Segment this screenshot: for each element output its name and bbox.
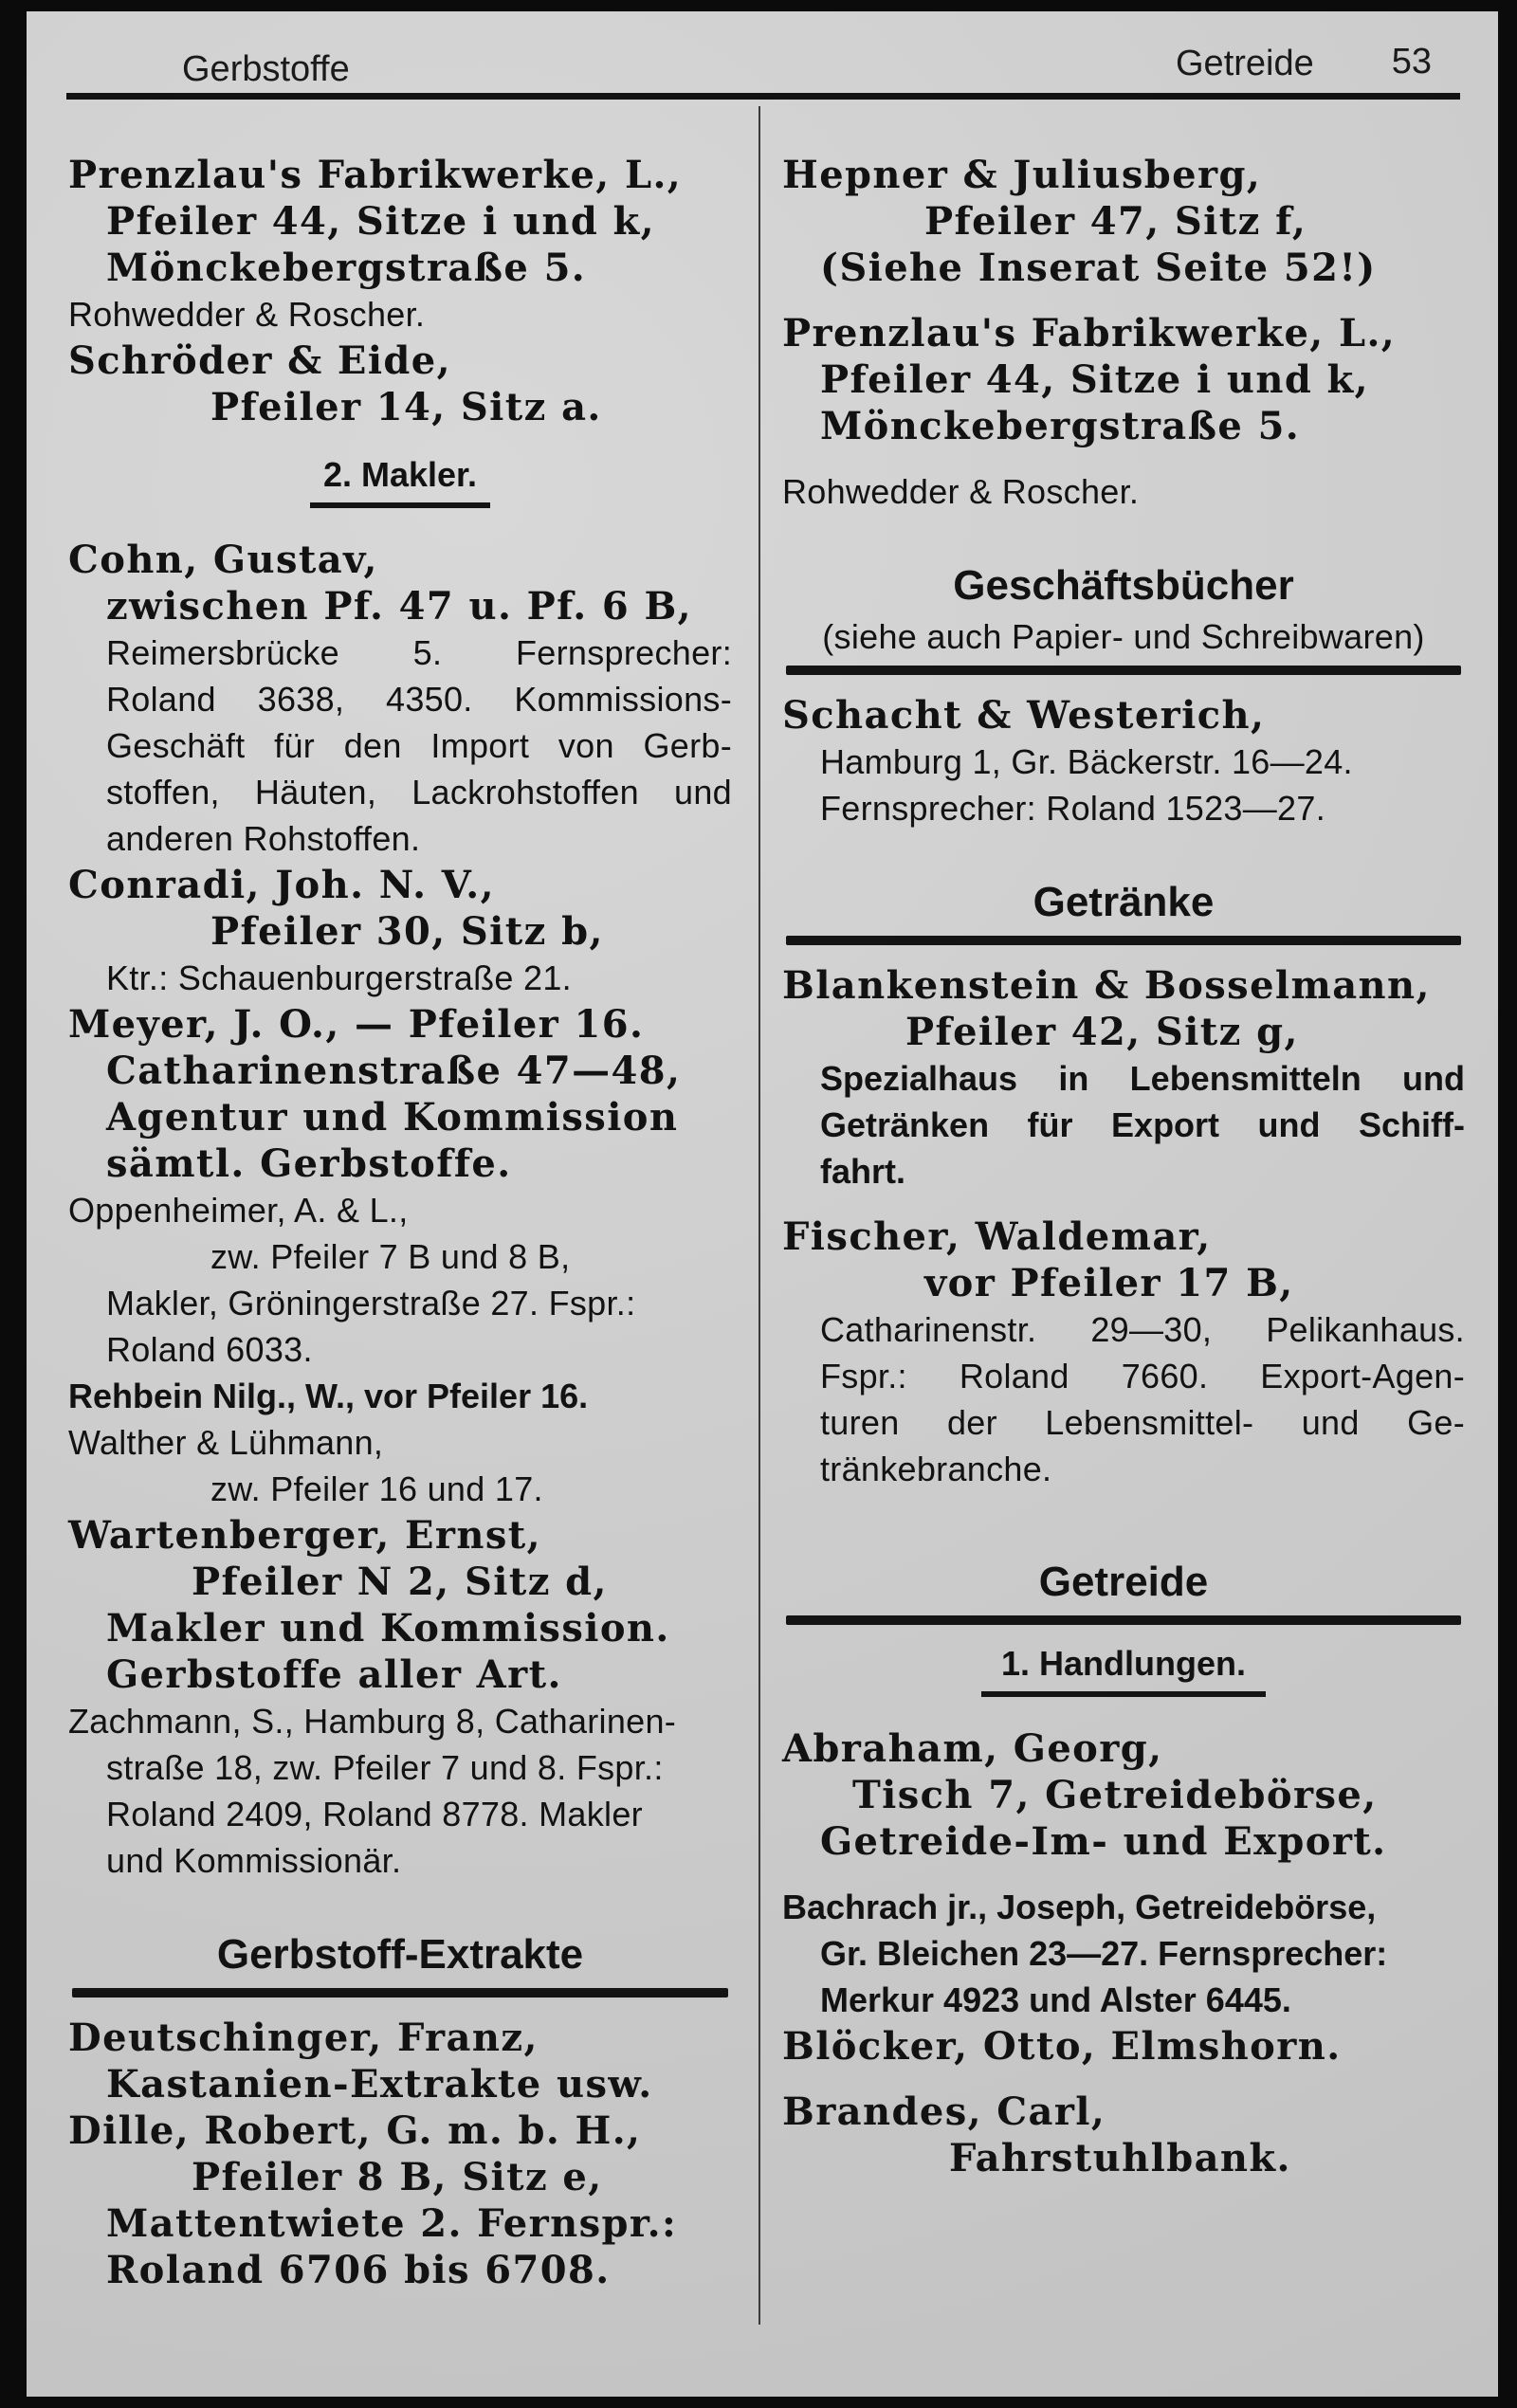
entry-hepner xyxy=(782,152,1465,291)
entry-line: Catharinenstr. 29—30, Pelikanhaus. xyxy=(820,1310,1465,1349)
entry-line: Gerbstoffe aller Art. xyxy=(106,1652,562,1697)
entry-wartenberger xyxy=(68,1512,732,1698)
header-right-title: Getreide xyxy=(1176,44,1314,83)
section-handlungen: 1. Handlungen. xyxy=(1000,1644,1246,1683)
entry-deutschinger xyxy=(68,2015,732,2107)
entry-line: zw. Pfeiler 7 B und 8 B, xyxy=(210,1237,571,1276)
entry-line: Gr. Bleichen 23—27. Fernsprecher: xyxy=(820,1934,1388,1973)
heading-getraenke: Getränke xyxy=(1033,879,1215,925)
heading-note: (siehe auch Papier- und Schreibwaren) xyxy=(822,617,1425,656)
entry-schacht xyxy=(782,692,1465,831)
heading-rule xyxy=(72,1988,728,1998)
entry-rohwedder-left: Rohwedder & Roscher. xyxy=(68,295,426,334)
entry-rehbein: Rehbein Nilg., W., vor Pfeiler 16. xyxy=(68,1377,589,1415)
entry-line: Reimersbrücke 5. Fernsprecher: xyxy=(106,633,732,672)
entry-line: straße 18, zw. Pfeiler 7 und 8. Fspr.: xyxy=(106,1748,664,1787)
entry-name: Fischer, Waldemar, xyxy=(782,1214,1212,1259)
entry-brandes xyxy=(782,2089,1465,2181)
entry-line: Pfeiler 14, Sitz a. xyxy=(210,385,602,429)
entry-line: Makler, Gröningerstraße 27. Fspr.: xyxy=(106,1284,636,1323)
entry-name: Oppenheimer, A. & L., xyxy=(68,1191,409,1230)
entry-line: Pfeiler 47, Sitz f, xyxy=(924,199,1307,244)
entry-line: Roland 2409, Roland 8778. Makler xyxy=(106,1795,643,1833)
page-header xyxy=(64,28,1464,95)
entry-line: zw. Pfeiler 16 und 17. xyxy=(210,1469,543,1508)
entry-line: Fahrstuhlbank. xyxy=(949,2136,1291,2180)
entry-name: Zachmann, S., Hamburg 8, Catharinen- xyxy=(68,1702,677,1741)
entry-walther xyxy=(68,1419,732,1512)
entry-line: zwischen Pf. 47 u. Pf. 6 B, xyxy=(106,584,692,629)
entry-line: und Kommissionär. xyxy=(106,1841,402,1880)
entry-line: Tisch 7, Getreidebörse, xyxy=(852,1773,1378,1817)
entry-line: Pfeiler 44, Sitze i und k, xyxy=(820,357,1369,402)
entry-rohwedder-right: Rohwedder & Roscher. xyxy=(782,472,1140,511)
left-column xyxy=(68,152,732,2293)
entry-line: stoffen, Häuten, Lackrohstoffen und xyxy=(106,773,732,812)
entry-line: Kastanien-Extrakte usw. xyxy=(106,2062,653,2107)
entry-line: tränkebranche. xyxy=(820,1450,1052,1488)
entry-meyer xyxy=(68,1001,732,1187)
entry-line: Pfeiler 44, Sitze i und k, xyxy=(106,199,655,244)
entry-line: Merkur 4923 und Alster 6445. xyxy=(820,1980,1291,2019)
entry-name: Prenzlau's Fabrikwerke, L., xyxy=(782,311,1397,356)
heading-rule xyxy=(786,666,1461,675)
entry-name: Blankenstein & Bosselmann, xyxy=(782,963,1431,1008)
heading-rule xyxy=(786,1615,1461,1625)
entry-name: Hepner & Juliusberg, xyxy=(782,153,1262,197)
entry-bachrach xyxy=(782,1884,1465,2023)
directory-page xyxy=(27,11,1498,2397)
entry-line: Pfeiler N 2, Sitz d, xyxy=(192,1560,608,1604)
section-makler: 2. Makler. xyxy=(322,455,478,494)
entry-schroeder xyxy=(68,337,732,430)
entry-line: Roland 6033. xyxy=(106,1330,313,1369)
entry-abraham xyxy=(782,1725,1465,1865)
entry-conradi xyxy=(68,862,732,1001)
heading-getreide: Getreide xyxy=(1038,1559,1209,1605)
entry-line: Spezialhaus in Lebensmitteln und xyxy=(820,1059,1465,1098)
section-rule xyxy=(310,502,490,508)
entry-zachmann xyxy=(68,1698,732,1884)
entry-line: Catharinenstraße 47—48, xyxy=(106,1049,682,1093)
entry-line: Pfeiler 30, Sitz b, xyxy=(210,909,604,954)
right-column xyxy=(782,152,1465,2181)
entry-line: Roland 6706 bis 6708. xyxy=(106,2248,611,2292)
heading-gerbstoff-extrakte: Gerbstoff-Extrakte xyxy=(216,1931,584,1978)
entry-name: Schacht & Westerich, xyxy=(782,693,1266,738)
entry-name: Bachrach jr., Joseph, Getreidebörse, xyxy=(782,1888,1377,1926)
heading-geschaeftsbuecher: Geschäftsbücher xyxy=(953,562,1294,609)
entry-line: Getreide-Im- und Export. xyxy=(820,1819,1387,1864)
entry-name: Wartenberger, Ernst, xyxy=(68,1513,541,1558)
entry-line: Hamburg 1, Gr. Bäckerstr. 16—24. xyxy=(820,742,1353,781)
entry-line: Pfeiler 42, Sitz g, xyxy=(905,1010,1299,1054)
entry-name: Dille, Robert, G. m. b. H., xyxy=(68,2108,642,2153)
entry-name: Deutschinger, Franz, xyxy=(68,2016,539,2060)
entry-line: vor Pfeiler 17 B, xyxy=(924,1261,1294,1305)
entry-bloecker: Blöcker, Otto, Elmshorn. xyxy=(782,2024,1342,2069)
column-separator xyxy=(758,106,760,2325)
entry-line: (Siehe Inserat Seite 52!) xyxy=(820,246,1377,290)
entry-prenzlau-right xyxy=(782,310,1465,449)
entry-name: Abraham, Georg, xyxy=(782,1726,1163,1771)
entry-cohn xyxy=(68,537,732,862)
entry-line: Fernsprecher: Roland 1523—27. xyxy=(820,789,1326,828)
entry-line: Mönckebergstraße 5. xyxy=(820,404,1301,448)
entry-line: Geschäft für den Import von Gerb- xyxy=(106,726,732,765)
entry-line: Fspr.: Roland 7660. Export-Agen- xyxy=(820,1357,1465,1396)
entry-blankenstein xyxy=(782,962,1465,1195)
entry-line: anderen Rohstoffen. xyxy=(106,819,421,858)
entry-line: Roland 3638, 4350. Kommissions- xyxy=(106,680,732,719)
entry-name: Walther & Lühmann, xyxy=(68,1423,384,1462)
section-rule xyxy=(981,1691,1266,1697)
page-number: 53 xyxy=(1391,42,1432,82)
header-left-title: Gerbstoffe xyxy=(182,49,350,89)
entry-line: Ktr.: Schauenburgerstraße 21. xyxy=(106,958,572,997)
entry-name: Cohn, Gustav, xyxy=(68,538,378,582)
entry-name: Conradi, Joh. N. V., xyxy=(68,863,495,907)
entry-line: Mattentwiete 2. Fernspr.: xyxy=(106,2201,678,2246)
entry-line: turen der Lebensmittel- und Ge- xyxy=(820,1403,1465,1442)
entry-name: Prenzlau's Fabrikwerke, L., xyxy=(68,153,683,197)
entry-fischer xyxy=(782,1213,1465,1492)
entry-oppenheimer xyxy=(68,1187,732,1373)
entry-dille xyxy=(68,2107,732,2293)
entry-name: Meyer, J. O., — Pfeiler 16. xyxy=(68,1002,645,1047)
entry-line: sämtl. Gerbstoffe. xyxy=(106,1141,512,1186)
entry-line: Agentur und Kommission xyxy=(106,1095,679,1140)
entry-line: Mönckebergstraße 5. xyxy=(106,246,587,290)
entry-name: Schröder & Eide, xyxy=(68,338,451,383)
header-rule xyxy=(66,93,1460,100)
entry-line: Makler und Kommission. xyxy=(106,1606,670,1651)
entry-name: Brandes, Carl, xyxy=(782,2089,1106,2134)
entry-line: Pfeiler 8 B, Sitz e, xyxy=(192,2155,603,2199)
heading-rule xyxy=(786,936,1461,945)
entry-line: fahrt. xyxy=(820,1152,905,1191)
entry-prenzlau-left xyxy=(68,152,732,291)
entry-line: Getränken für Export und Schiff- xyxy=(820,1105,1465,1144)
